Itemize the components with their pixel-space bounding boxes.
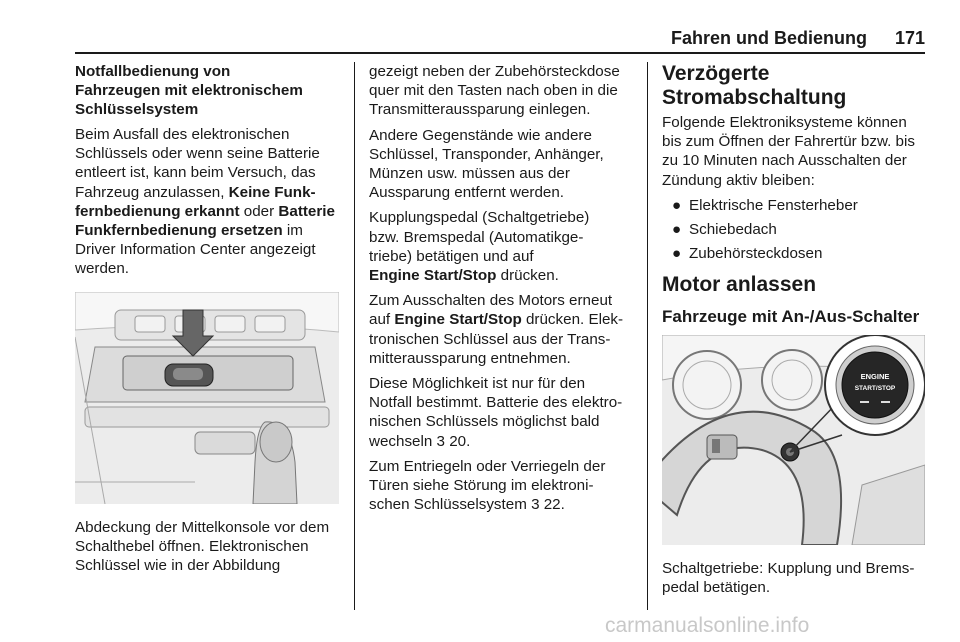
paragraph-emergency: Beim Ausfall des elektronischen Schlüssels oder wenn seine Batterie entleert ist, kann beim Versuch, das Fahrzeug anzulassen, Keine Funk- fernbedienung erkannt oder Batterie Funkfernbedienung ersetzen im Driver Information Center angezeigt werden. — [75, 126, 335, 278]
paragraph-insert-key: gezeigt neben der Zubehörsteckdose quer mit den Tasten nach oben in die Transmitteraussparung einlegen. — [369, 63, 620, 119]
section-title: Fahren und Bedienung — [671, 28, 867, 48]
page-number: 171 — [894, 28, 925, 48]
list-item: ● Elektrische Fensterheber — [672, 196, 858, 214]
column-1 — [75, 62, 343, 575]
bullet-icon: ● — [672, 244, 682, 262]
figure-caption-console: Abdeckung der Mittelkonsole vor dem Schalthebel öffnen. Elektronischen Schlüssel wie in der Abbildung — [75, 518, 330, 575]
heading-emergency-operation: Notfallbedienung von Fahrzeugen mit elektronischem Schlüsselsystem — [75, 63, 303, 118]
paragraph-press-pedal: Kupplungspedal (Schaltgetriebe) bzw. Bremspedal (Automatikge- triebe) betätigen und auf Engine Start/Stop drücken. — [369, 209, 590, 285]
heading-start-stop-vehicles: Fahrzeuge mit An-/Aus-Schalter — [662, 306, 920, 326]
button-label-start-stop: START/STOP — [854, 384, 896, 392]
bullet-list-systems — [662, 196, 928, 263]
steering-wheel-illustration — [662, 335, 925, 545]
bullet-icon: ● — [672, 196, 682, 214]
button-label-engine: ENGINE — [860, 371, 890, 381]
watermark: carmanualsonline.info — [605, 614, 810, 637]
paragraph-remove-objects: Andere Gegenstände wie andere Schlüssel, Transponder, Anhänger, Münzen usw. müssen aus der Aussparung entfernt werden. — [369, 126, 604, 202]
list-item: ● Zubehörsteckdosen — [672, 244, 823, 262]
list-item: ● Schiebedach — [672, 220, 777, 238]
bullet-icon: ● — [672, 220, 682, 238]
paragraph-electronics: Folgende Elektroniksysteme können bis zum Öffnen der Fahrertür bzw. bis zu 10 Minuten nach Ausschalten der Zündung aktiv bleiben: — [662, 114, 915, 189]
column-divider-1 — [354, 62, 355, 610]
heading-delayed-power-off: Verzögerte Stromabschaltung — [662, 62, 847, 109]
paragraph-emergency-only: Diese Möglichkeit ist nur für den Notfall bestimmt. Batterie des elektro- nischen Schlüssels möglichst bald wechseln 3 20. — [369, 375, 623, 450]
paragraph-switch-off: Zum Ausschalten des Motors erneut auf Engine Start/Stop drücken. Elek- tronischen Schlüssel aus der Trans- mitteraussparung entnehmen. — [369, 292, 624, 367]
center-console-illustration — [75, 292, 339, 504]
header-rule — [75, 52, 925, 54]
column-3 — [662, 62, 928, 597]
paragraph-unlock-lock: Zum Entriegeln oder Verriegeln der Türen siehe Störung im elektroni- schen Schlüsselsystem 3 22. — [369, 457, 606, 514]
heading-engine-start: Motor anlassen — [662, 272, 817, 296]
column-divider-2 — [647, 62, 648, 610]
figure-caption-steering: Schaltgetriebe: Kupplung und Brems- pedal betätigen. — [662, 559, 915, 597]
column-2 — [369, 62, 637, 514]
page-header — [75, 28, 925, 52]
